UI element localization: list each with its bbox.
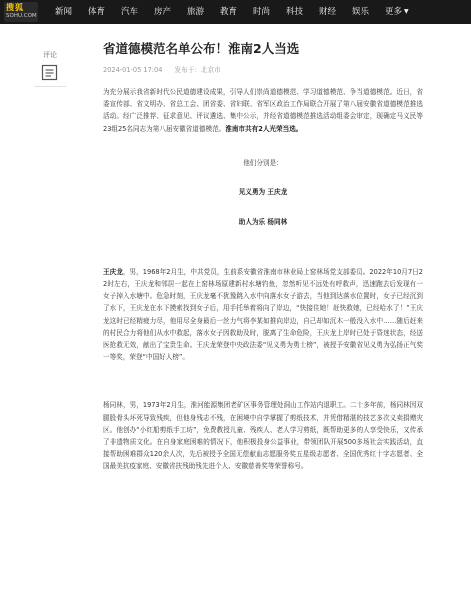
logo-text: 搜狐 [6, 3, 24, 12]
nav-item-more[interactable] [385, 5, 409, 19]
nav-item-house[interactable]: 房产 [154, 7, 172, 17]
list-intro: 他们分别是： [243, 158, 283, 167]
nav-item-education[interactable]: 教育 [220, 7, 238, 17]
intro-paragraph [103, 86, 423, 135]
honoree-1: 见义勇为 王庆龙 [238, 187, 288, 196]
intro-highlight: 淮南市共有2人光荣当选。 [225, 124, 303, 133]
nav-item-sports[interactable]: 体育 [88, 7, 106, 17]
comment-label: 评论 [43, 51, 57, 59]
bio-1-text: ，男，1968年2月生，中共党员，生前系安徽省淮南市林业局上窑林场党支部委员。2022年10月7日22时左右，王庆龙和邻居一起在上窑林场原建新村水塘钓鱼，忽然听见不远处有呼救声，迅速跑去后发现有一女子掉入水塘中。危急时刻，王庆龙毫不犹豫跳入水中向落水女子游去，当他到达落水位置时，女子已经沉到了水下，王庆龙在水下摸索找到女子后，用手托举着将向了岸边，“快接住她！赶快救她，已经哈水了！”王庆龙这时已经精疲力尽，他用尽全身最后一丝力气将李某如推向岸边，自己却如沉木一般没入水中……随后赶来的村民合力将他们从水中救起，落水女子因救助及时，脱离了生命危险，王庆龙上岸时已处于昏迷状态，经送医抢救无效，献出了宝贵生命。王庆龙荣登中央政法委“见义勇为勇士榜”，被授予安徽省见义勇为弘扬正气奖一等奖，荣登“中国好人榜”。 [103, 267, 423, 362]
honoree-2: 助人为乐 杨同林 [238, 217, 288, 226]
publish-date: 2024-01-05 17:04 [103, 66, 163, 74]
bio-paragraph-2 [103, 399, 423, 472]
nav-item-entertainment[interactable]: 娱乐 [352, 7, 370, 17]
nav-item-travel[interactable]: 旅游 [187, 7, 205, 17]
bio-2-name: 杨同林 [103, 401, 123, 410]
nav-item-news[interactable]: 新闻 [55, 7, 73, 17]
article [103, 40, 423, 473]
nav-item-tech[interactable]: 科技 [286, 7, 304, 17]
bio-2-text: ，男，1973年2月生，淮河能源集团老矿区事务管理处洞山工作站内退职工。二十多年前，杨同林因双腿股骨头坏死导致残疾，但他身残志不残，在困境中自学掌握了剪纸技术，并凭借精湛的技艺多次义卖捐赠灾区。他创办“小红船剪纸手工坊”，免费教授儿童、残疾人、老人学习剪纸，既帮助更多的人享受快乐，又传承了非遗物质文化。在自身家庭困难的情况下，他积极投身公益事业，带领团队开展500多场社会实践活动，直接帮助困难群众120余人次，先后被授予全国无偿献血志愿服务奖五星级志愿者、全国优秀红十字志愿者、全国最美抗疫家庭、安徽省扶残助残先进个人、安徽慈善奖等荣誉称号。 [103, 401, 423, 471]
publish-location: 发布于：北京市 [174, 66, 221, 74]
sohu-logo[interactable] [4, 2, 38, 22]
nav-more-label: 更多 [385, 7, 403, 17]
article-meta [103, 65, 423, 75]
nav-item-fashion[interactable]: 时尚 [253, 7, 271, 17]
bio-1-name: 王庆龙 [103, 267, 123, 276]
top-nav-bar [0, 0, 471, 24]
chevron-down-icon: ▼ [404, 8, 409, 15]
sidebar-divider [34, 86, 66, 87]
comment-icon[interactable] [41, 64, 58, 81]
nav-item-auto[interactable]: 汽车 [121, 7, 139, 17]
logo-subtext: SOHU.COM [6, 13, 37, 19]
intro-text: 为充分展示我省新时代公民道德建设成果，引导人们崇尚道德模范、学习道德模范、争当道德模范。近日，省委宣传部、省文明办、省总工会、团省委、省妇联、省军区政治工作局联合开展了第八届安徽省道德模范推选活动。经广泛推荐、征求意见、评议遴选、集中公示，并经省道德模范推选活动组委会审定，现确定马义民等23组25名同志为第八届安徽省道德模范。 [103, 88, 423, 133]
bio-paragraph-1 [103, 266, 423, 364]
nav-item-finance[interactable]: 财经 [319, 7, 337, 17]
article-title: 省道德模范名单公布！淮南2人当选 [103, 41, 300, 56]
